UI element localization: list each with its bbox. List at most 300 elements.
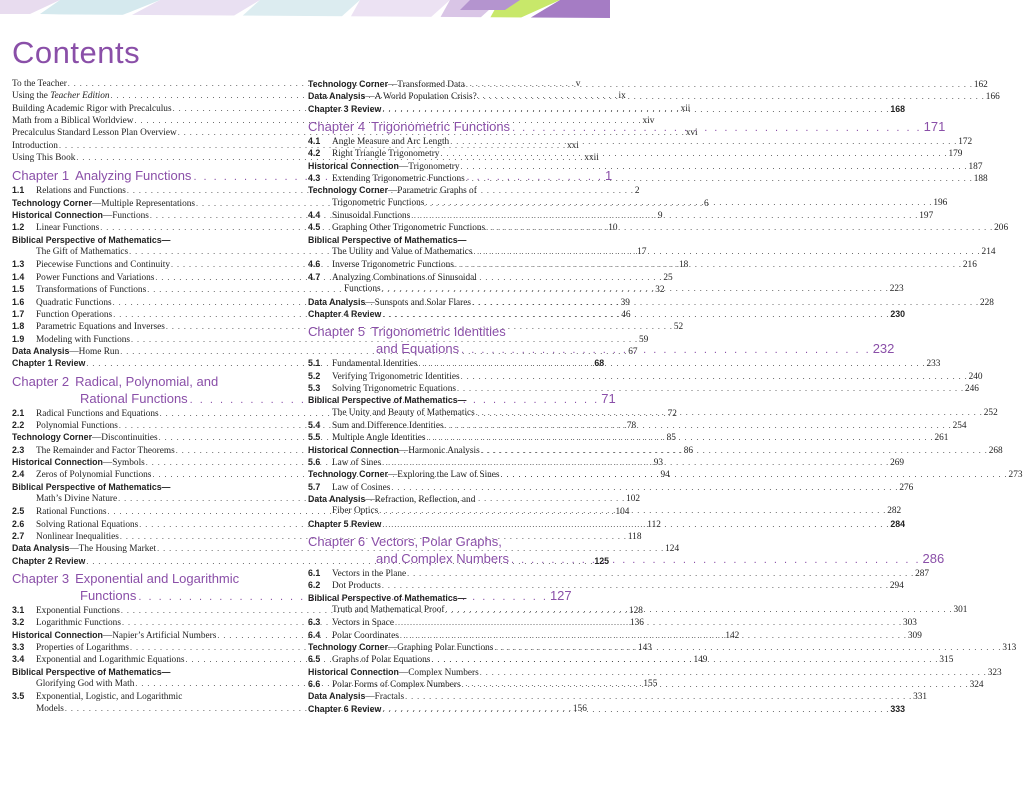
toc-entry[interactable]: [308, 136, 973, 149]
page-number: 233: [926, 359, 941, 370]
page-number: 149: [693, 655, 708, 666]
feature-subtitle: —Exploring the Law of Sines: [388, 470, 500, 481]
leader-dots: [411, 212, 918, 220]
decorative-header-band: [0, 0, 610, 26]
leader-dots: [474, 248, 981, 256]
leader-dots: [382, 103, 889, 114]
chapter-page-number: 71: [601, 390, 616, 406]
feature-title: [308, 495, 475, 505]
leader-dots: [466, 81, 973, 89]
entry-title: Fiber Optics: [332, 506, 379, 517]
toc-entry[interactable]: [308, 370, 983, 384]
section-number: 1.6: [12, 296, 25, 307]
entry-title: Angle Measure and Arc Length: [332, 137, 450, 148]
feature-entry: [308, 186, 594, 198]
toc-entry[interactable]: [12, 692, 298, 704]
feature-subtitle: —Parametric Graphs of: [388, 186, 477, 197]
feature-entry: [308, 396, 594, 408]
section-number: 2.4: [12, 469, 25, 480]
leader-dots: [457, 385, 964, 393]
page-number: xvi: [685, 128, 698, 139]
page-number: v: [575, 79, 581, 89]
page-number: 228: [980, 297, 994, 308]
leader-dots: [461, 163, 968, 171]
entry-title: Inverse Trigonometric Functions: [332, 260, 454, 271]
page-number: 240: [968, 371, 983, 382]
feature-title: [12, 668, 170, 677]
chapter-heading[interactable]: [12, 572, 298, 589]
feature-entry[interactable]: [308, 160, 983, 174]
page-number: 172: [958, 137, 973, 148]
section-number: 1.8: [12, 321, 25, 332]
leader-dots: [425, 199, 932, 207]
page-number: 85: [666, 433, 676, 444]
section-number: 2.2: [12, 419, 25, 430]
leader-dots: [446, 606, 953, 617]
section-number: 4.1: [308, 136, 321, 147]
page-number: 323: [987, 667, 1002, 678]
entry-title: [12, 92, 110, 101]
feature-title: [308, 446, 480, 456]
leader-dots: [472, 299, 979, 307]
page-number: 162: [973, 80, 988, 90]
feature-name: Historical Connection: [12, 629, 103, 640]
page-number: 102: [626, 493, 641, 504]
leader-dots: [382, 285, 889, 296]
section-number: 5.3: [308, 382, 321, 393]
feature-name: Biblical Perspective of Mathematics—: [12, 666, 171, 677]
feature-title: [12, 347, 119, 357]
chapter-page-number: 286: [922, 551, 945, 566]
page-number: 276: [899, 482, 914, 493]
entry-title: Relations and Functions: [36, 186, 126, 197]
feature-title: [12, 236, 170, 245]
leader-dots: [391, 484, 898, 492]
page-number: 59: [639, 334, 649, 345]
section-number: 5.7: [308, 481, 321, 492]
page-number: 46: [621, 309, 631, 320]
entry-title: Modeling with Functions: [36, 334, 131, 345]
section-number: 6.2: [308, 580, 321, 591]
feature-title: [308, 186, 477, 196]
feature-title: [12, 199, 195, 209]
entry-title: Transformations of Functions: [36, 285, 147, 296]
feature-subtitle: —Sunspots and Solar Flares: [365, 297, 471, 308]
page-number: 282: [887, 506, 902, 517]
entry-title: Linear Functions: [36, 223, 100, 234]
feature-name: Technology Corner: [308, 469, 388, 480]
chapter-label: Chapter 4: [308, 119, 366, 135]
entry-title: Radical Functions and Equations: [36, 408, 159, 419]
entry-title: Vectors in the Plane: [332, 569, 407, 579]
leader-dots: [466, 175, 973, 183]
page-number: ix: [618, 91, 626, 102]
page-number: 294: [889, 581, 904, 592]
feature-subtitle: —The Housing Market: [69, 544, 157, 555]
page-number: 142: [725, 630, 740, 641]
page-number: 331: [913, 692, 928, 703]
section-number: 6.6: [308, 679, 321, 690]
entry-title: Exponential Functions: [36, 606, 120, 617]
section-number: 5.5: [308, 432, 321, 443]
feature-subtitle: —Discontinuities: [92, 433, 158, 444]
feature-subtitle: —Harmonic Analysis: [398, 445, 480, 456]
feature-title: [12, 211, 149, 221]
section-number: 6.1: [308, 568, 321, 578]
page-number: 197: [919, 211, 934, 222]
page-number: 128: [628, 606, 643, 617]
feature-subtitle: —Transformed Data: [388, 80, 465, 90]
leader-dots: [405, 693, 912, 701]
leader-dots: [494, 644, 1001, 652]
entry-title: Trigonometric Functions: [332, 197, 425, 208]
section-number: 4.3: [308, 173, 321, 184]
page-number: 2: [634, 186, 640, 197]
page-number: 188: [973, 174, 988, 185]
leader-dots: [501, 471, 1008, 479]
entry-title: Piecewise Functions and Continuity: [36, 260, 171, 271]
feature-title: [308, 162, 460, 172]
page-number: 273: [1008, 470, 1023, 481]
feature-subtitle: —Fractals: [365, 692, 405, 703]
leader-dots: [382, 521, 889, 529]
leader-dots: [476, 409, 983, 417]
feature-subtitle: —Home Run: [69, 346, 120, 357]
page-number: 223: [889, 284, 904, 295]
feature-name: Historical Connection: [308, 666, 399, 677]
section-number: 6.4: [308, 629, 321, 640]
page-number: 25: [663, 272, 673, 283]
feature-entry[interactable]: [308, 691, 928, 704]
entry-title: Power Functions and Variations: [36, 272, 155, 283]
section-number: 4.2: [308, 148, 321, 159]
feature-name: Data Analysis: [12, 345, 70, 356]
page-title: Contents: [12, 35, 141, 70]
feature-entry[interactable]: [308, 666, 1002, 680]
feature-name: Technology Corner: [12, 432, 92, 443]
chapter-review-entry[interactable]: [308, 703, 906, 717]
entry-title: The Unity and Beauty of Mathematics: [332, 407, 475, 418]
feature-title: [12, 483, 170, 492]
entry-title: Introduction: [12, 140, 58, 151]
feature-name: Technology Corner: [308, 642, 388, 653]
section-number: 1.7: [12, 308, 25, 319]
section-number: 2.7: [12, 531, 25, 541]
page-number: 39: [620, 297, 630, 308]
feature-name: Data Analysis: [308, 91, 366, 102]
feature-subtitle: —Complex Numbers: [398, 667, 479, 678]
toc-entry[interactable]: [308, 210, 934, 223]
leader-dots: [431, 656, 938, 664]
feature-entry[interactable]: [12, 543, 680, 556]
section-number: 5.1: [308, 358, 321, 369]
feature-subtitle: —Graphing Polar Functions: [388, 643, 494, 654]
entry-title: Chapter 6 Review: [308, 703, 382, 714]
chapter-title: and Equations: [376, 341, 460, 357]
section-number: 6.3: [308, 617, 321, 628]
page-number: 52: [673, 322, 684, 333]
page-number: 143: [637, 643, 652, 654]
section-number: 5.2: [308, 370, 321, 381]
page-number: 230: [890, 308, 906, 319]
chapter-page-number: 1: [605, 168, 613, 184]
page-number: 187: [968, 161, 983, 172]
chapter-label: Chapter 6: [308, 534, 366, 549]
entry-title: Analyzing Combinations of Sinusoidal: [332, 272, 477, 283]
feature-name: Biblical Perspective of Mathematics—: [308, 234, 467, 245]
leader-dots: [461, 373, 968, 381]
feature-title: [308, 92, 477, 102]
entry-title: Exponential, Logistic, and Logarithmic: [36, 692, 183, 703]
page-number: 269: [890, 457, 905, 468]
page-number: 72: [667, 408, 677, 419]
section-number: 1.5: [12, 284, 25, 295]
chapter-heading[interactable]: [308, 325, 594, 342]
feature-subtitle: —Napier’s Artificial Numbers: [102, 630, 217, 641]
page-number: 10: [608, 223, 618, 234]
chapter-page-number: 127: [549, 588, 572, 604]
entry-title: Models: [36, 703, 64, 714]
entry-title: Polynomial Functions: [36, 420, 118, 431]
entry-title: Rational Functions: [36, 507, 107, 518]
leader-dots: [462, 681, 969, 689]
page-number: 9: [657, 211, 663, 222]
entry-title: To the Teacher: [12, 79, 67, 89]
feature-name: Historical Connection: [12, 456, 103, 467]
page-number: 313: [1002, 643, 1017, 654]
feature-name: Historical Connection: [12, 210, 103, 221]
section-number: 1.9: [12, 333, 25, 344]
chapter-title: Exponential and Logarithmic: [75, 571, 240, 587]
entry-title: The Remainder and Factor Theorems: [36, 445, 175, 456]
entry-title: Properties of Logarithms: [36, 643, 129, 654]
entry-title: The Utility and Value of Mathematics: [332, 247, 473, 258]
section-number: 4.4: [308, 210, 321, 221]
entry-title: Chapter 2 Review: [12, 555, 86, 566]
feature-subtitle: —Multiple Representations: [92, 198, 196, 209]
entry-title: Chapter 5 Review: [308, 518, 382, 529]
page-number: 254: [952, 420, 967, 431]
leader-dots: [382, 703, 889, 714]
feature-name: Data Analysis: [12, 543, 70, 554]
feature-subtitle: —Functions: [102, 211, 149, 222]
section-number: 2.5: [12, 506, 25, 517]
feature-name: Technology Corner: [308, 185, 388, 196]
entry-title: Graphing Other Trigonometric Functions: [332, 223, 486, 234]
page-number: 124: [665, 544, 680, 555]
entry-title-italic: Teacher Edition: [50, 91, 110, 102]
page-number: 268: [988, 445, 1003, 456]
chapter-title: Functions: [80, 588, 137, 604]
leader-dots: [407, 570, 914, 578]
feature-title: [308, 668, 479, 678]
page-number: 206: [994, 223, 1009, 234]
chapter-title: Trigonometric Functions: [371, 119, 511, 135]
entry-title: Solving Rational Equations: [36, 519, 139, 530]
leader-dots: [382, 582, 889, 590]
entry-title: Logarithmic Functions: [36, 618, 121, 629]
page-number: 32: [655, 285, 665, 296]
page-number: xii: [680, 103, 691, 114]
page-number: 252: [983, 407, 998, 418]
entry-title: Zeros of Polynomial Functions: [36, 470, 152, 481]
page-number: 68: [594, 358, 605, 369]
entry-title: Right Triangle Trigonometry: [332, 149, 440, 160]
entry-title: Multiple Angle Identities: [332, 433, 426, 444]
chapter-label: Chapter 5: [308, 324, 366, 340]
page-number: 136: [629, 618, 644, 629]
leader-dots: [450, 138, 957, 146]
leader-dots: [511, 555, 921, 566]
feature-title: [12, 458, 145, 468]
page-number: 155: [643, 679, 658, 690]
feature-title: [12, 433, 158, 443]
chapter-title: Trigonometric Identities: [371, 324, 506, 340]
section-number: 6.5: [308, 654, 321, 665]
page-number: xxi: [566, 140, 579, 151]
page-number: 166: [985, 92, 1000, 103]
entry-title: Fundamental Identities: [332, 359, 418, 370]
leader-dots: [512, 123, 922, 134]
entry-title: Building Academic Rigor with Precalculus: [12, 103, 172, 114]
feature-subtitle: —Trigonometry: [398, 161, 460, 172]
leader-dots: [481, 447, 988, 455]
entry-title: Chapter 4 Review: [308, 308, 382, 319]
section-number: 4.6: [308, 259, 321, 270]
entry-title: Using This Book: [12, 153, 76, 164]
feature-title: [12, 631, 216, 641]
feature-name: Biblical Perspective of Mathematics—: [12, 234, 171, 245]
entry-title: Sum and Difference Identities: [332, 420, 444, 431]
section-number: 3.2: [12, 617, 25, 628]
page-number: 303: [902, 618, 917, 629]
page-number: 261: [934, 433, 949, 444]
chapter-heading[interactable]: [308, 535, 594, 552]
entry-title: Parametric Equations and Inverses: [36, 322, 165, 333]
page-number: 324: [969, 680, 984, 691]
feature-name: Data Analysis: [308, 493, 366, 504]
toc-entry[interactable]: [12, 284, 665, 297]
feature-name: Data Analysis: [308, 691, 366, 702]
feature-name: Historical Connection: [308, 160, 399, 171]
page-number: 333: [890, 703, 906, 714]
entry-title: Solving Trigonometric Equations: [332, 383, 456, 394]
page-number: 86: [683, 445, 694, 456]
entry-title: Extending Trigonometric Functions: [332, 174, 465, 185]
chapter-label: Chapter 3: [12, 571, 70, 587]
leader-dots: [478, 93, 985, 101]
section-number: 5.6: [308, 456, 321, 467]
leader-dots: [379, 507, 886, 518]
chapter-title: and Complex Numbers: [376, 551, 509, 566]
leader-dots: [440, 150, 947, 158]
leader-dots: [382, 311, 889, 319]
chapter-title: Vectors, Polar Graphs,: [371, 534, 502, 549]
leader-dots: [445, 422, 952, 430]
feature-title: [308, 692, 404, 702]
section-number: 1.1: [12, 185, 25, 196]
leader-dots: [418, 360, 925, 368]
chapter-page-number: 232: [872, 341, 895, 357]
page-number: 284: [890, 518, 906, 529]
page-number: 287: [915, 569, 930, 579]
entry-title: Dot Products: [332, 581, 381, 592]
page-number: xxii: [584, 153, 599, 164]
feature-name: Technology Corner: [12, 197, 92, 208]
entry-title: Verifying Trigonometric Identities: [332, 371, 460, 382]
entry-title: Functions: [344, 284, 381, 295]
feature-name: Data Analysis: [308, 296, 366, 307]
entry-title: Truth and Mathematical Proof: [332, 605, 445, 616]
entry-title: Math’s Divine Nature: [36, 493, 118, 504]
section-number: 1.2: [12, 222, 25, 233]
page-number: 94: [660, 470, 670, 481]
leader-dots: [461, 345, 871, 356]
feature-title: [308, 643, 493, 653]
section-number: 3.5: [12, 691, 25, 702]
section-number: 3.3: [12, 642, 25, 653]
feature-title: [308, 298, 471, 308]
page-number: 309: [907, 630, 922, 641]
section-number: 5.4: [308, 419, 321, 430]
section-number: 1.3: [12, 259, 25, 270]
leader-dots: [480, 669, 987, 677]
page-number: 216: [962, 260, 977, 271]
entry-title: Sinusoidal Functions: [332, 211, 411, 222]
chapter-title: Analyzing Functions: [75, 168, 192, 184]
section-number: 2.6: [12, 518, 25, 529]
leader-dots: [426, 434, 933, 442]
entry-title: Math from a Biblical Worldview: [12, 116, 134, 127]
entry-title: Vectors in Space: [332, 618, 394, 629]
feature-name: Biblical Perspective of Mathematics—: [308, 395, 467, 406]
chapter-title: Rational Functions: [80, 390, 188, 406]
leader-dots: [455, 261, 962, 269]
page-number: 78: [626, 420, 637, 431]
feature-title: [308, 470, 500, 480]
entry-title: Precalculus Standard Lesson Plan Overview: [12, 128, 177, 139]
entry-title: Chapter 3 Review: [308, 103, 382, 114]
page-number: 112: [647, 519, 661, 530]
toc-entry[interactable]: [308, 568, 930, 581]
entry-title: Quadratic Functions: [36, 297, 112, 308]
entry-title-part: Using the: [12, 91, 51, 102]
entry-title: Nonlinear Inequalities: [36, 532, 119, 542]
feature-name: Technology Corner: [308, 79, 388, 89]
section-number: 2.1: [12, 407, 25, 418]
entry-title: The Gift of Mathematics: [36, 247, 129, 258]
page-number: 18: [679, 260, 689, 271]
page-number: 214: [981, 247, 996, 258]
chapter-label: Chapter 1: [12, 168, 70, 184]
feature-subtitle: —A World Population Crisis?: [365, 92, 477, 103]
section-number: 3.4: [12, 654, 25, 665]
leader-dots: [382, 459, 889, 467]
toc-entry-continued[interactable]: [308, 197, 948, 211]
chapter-label: Chapter 2: [12, 373, 70, 389]
page-number: 156: [572, 703, 587, 714]
page-number: xiv: [642, 116, 655, 127]
chapter-heading[interactable]: [12, 375, 298, 392]
section-number: 3.1: [12, 605, 25, 616]
section-number: 2.3: [12, 444, 25, 455]
feature-name: Biblical Perspective of Mathematics—: [12, 481, 171, 492]
page-number: 118: [627, 532, 642, 542]
entry-title: Polar Coordinates: [332, 630, 399, 641]
front-matter-entry[interactable]: [12, 128, 698, 141]
chapter-page-number: 171: [923, 119, 946, 135]
page-number: 104: [615, 507, 630, 518]
